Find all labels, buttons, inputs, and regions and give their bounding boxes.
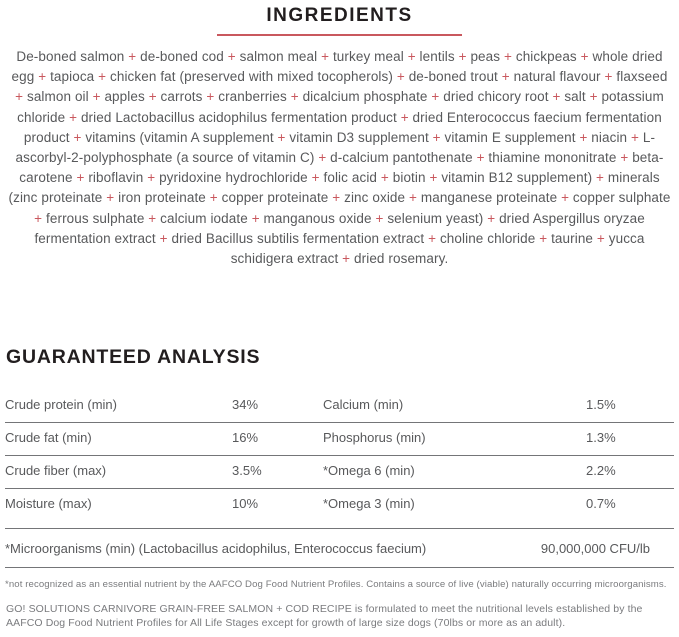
ingredient-item: dried chicory root bbox=[443, 89, 549, 105]
plus-separator: + bbox=[128, 49, 137, 64]
plus-separator: + bbox=[106, 190, 115, 206]
plus-separator: + bbox=[321, 49, 330, 64]
ingredient-item: dried Enterococcus faecium fermentation product bbox=[23, 109, 662, 145]
plus-separator: + bbox=[290, 89, 299, 105]
plus-separator: + bbox=[148, 89, 157, 105]
analysis-label: Calcium (min) bbox=[323, 397, 404, 412]
ingredient-item: L-ascorbyl-2-polyphosphate (a source of vitamin C) bbox=[15, 129, 656, 166]
ingredient-item: minerals (zinc proteinate bbox=[8, 170, 660, 206]
ingredient-item: salmon oil bbox=[26, 89, 89, 105]
ingredient-item: lentils bbox=[419, 49, 455, 64]
ingredients-header bbox=[0, 0, 679, 36]
ingredient-item: yucca schidigera extract bbox=[230, 230, 645, 267]
plus-separator: + bbox=[429, 170, 438, 186]
analysis-label: Crude fiber (max) bbox=[5, 463, 107, 478]
plus-separator: + bbox=[431, 89, 440, 105]
ingredient-item: salmon meal bbox=[239, 49, 318, 64]
plus-separator: + bbox=[206, 89, 215, 105]
plus-separator: + bbox=[318, 150, 327, 166]
ingredient-item: natural flavour bbox=[513, 69, 601, 85]
plus-separator: + bbox=[147, 170, 156, 186]
table-row-microorganisms bbox=[5, 529, 674, 568]
ingredient-item: selenium yeast) bbox=[387, 210, 484, 226]
plus-separator: + bbox=[631, 129, 639, 145]
plus-separator: + bbox=[589, 89, 598, 105]
ingredient-item: dried Bacillus subtilis fermentation extract bbox=[171, 230, 425, 246]
analysis-label: *Omega 3 (min) bbox=[323, 496, 415, 511]
ingredient-item: thiamine mononitrate bbox=[488, 150, 617, 166]
ingredient-item: zinc oxide bbox=[344, 190, 406, 206]
ingredients-section-title: INGREDIENTS bbox=[266, 5, 413, 26]
plus-separator: + bbox=[148, 210, 157, 226]
ingredient-item: vitamin E supplement bbox=[444, 129, 576, 145]
plus-separator: + bbox=[539, 230, 548, 246]
ingredient-item: apples bbox=[104, 89, 145, 105]
microorganisms-label: *Microorganisms (min) (Lactobacillus acidophilus, Enterococcus faecium) bbox=[5, 541, 427, 556]
plus-separator: + bbox=[409, 190, 417, 206]
ingredient-item: salt bbox=[564, 89, 586, 105]
ingredient-item: dried rosemary. bbox=[354, 251, 449, 267]
ingredient-item: dried Lactobacillus acidophilus fermentation product bbox=[80, 109, 397, 125]
ingredient-item: chickpeas bbox=[515, 49, 577, 64]
plus-separator: + bbox=[432, 129, 441, 145]
ingredient-item: turkey meal bbox=[332, 49, 404, 64]
plus-separator: + bbox=[458, 49, 467, 64]
formulation-statement: GO! SOLUTIONS CARNIVORE GRAIN-FREE SALMON + COD RECIPE is formulated to meet the nutritional levels established by the AAFCO Dog Food Nutrient Profiles for All Life Stages except for growth of large size dogs (70lbs or more as an adult). bbox=[6, 603, 643, 629]
ingredients-list bbox=[8, 47, 672, 271]
ingredient-item: flaxseed bbox=[616, 69, 668, 85]
ingredient-item: chicken fat (preserved with mixed tocopherols) bbox=[110, 69, 393, 85]
guaranteed-analysis-title: GUARANTEED ANALYSIS bbox=[6, 346, 261, 368]
analysis-value: 34% bbox=[232, 397, 259, 412]
ingredient-item: pyridoxine hydrochloride bbox=[159, 170, 308, 186]
plus-separator: + bbox=[98, 69, 107, 85]
analysis-value: 0.7% bbox=[586, 496, 616, 511]
ingredient-item: dried Aspergillus oryzae fermentation extract bbox=[34, 210, 645, 246]
ingredient-item: de-boned cod bbox=[140, 49, 224, 64]
ingredient-item: cranberries bbox=[218, 89, 287, 105]
ingredient-item: folic acid bbox=[323, 170, 378, 186]
microorganisms-value: 90,000,000 CFU/lb bbox=[540, 541, 650, 556]
plus-separator: + bbox=[209, 190, 218, 206]
analysis-label: Phosphorus (min) bbox=[323, 430, 426, 445]
ingredient-item: choline chloride bbox=[439, 230, 536, 246]
plus-separator: + bbox=[311, 170, 320, 186]
plus-separator: + bbox=[407, 49, 416, 64]
analysis-value: 2.2% bbox=[586, 463, 616, 478]
ingredient-item: manganese proteinate bbox=[420, 190, 558, 206]
plus-separator: + bbox=[76, 170, 85, 186]
analysis-value: 10% bbox=[232, 496, 259, 511]
plus-separator: + bbox=[380, 170, 389, 186]
analysis-label: *Omega 6 (min) bbox=[323, 463, 415, 478]
plus-separator: + bbox=[332, 190, 341, 206]
ingredient-item: whole dried egg bbox=[11, 49, 663, 85]
plus-separator: + bbox=[34, 210, 43, 226]
analysis-value: 1.3% bbox=[586, 430, 616, 445]
plus-separator: + bbox=[396, 69, 405, 85]
plus-separator: + bbox=[342, 251, 351, 267]
ingredient-item: manganous oxide bbox=[263, 210, 372, 226]
ingredient-item: riboflavin bbox=[88, 170, 144, 186]
plus-separator: + bbox=[38, 69, 47, 85]
ingredient-item: tapioca bbox=[50, 69, 95, 85]
plus-separator: + bbox=[159, 230, 168, 246]
ingredient-item: biotin bbox=[392, 170, 426, 186]
ingredient-item: taurine bbox=[551, 230, 594, 246]
plus-separator: + bbox=[428, 230, 437, 246]
analysis-value: 16% bbox=[232, 430, 259, 445]
plus-separator: + bbox=[501, 69, 510, 85]
plus-separator: + bbox=[596, 170, 605, 186]
plus-separator: + bbox=[579, 129, 588, 145]
analysis-table-row bbox=[5, 390, 674, 423]
ingredient-item: De-boned salmon bbox=[16, 49, 125, 64]
ingredient-item: iron proteinate bbox=[118, 190, 206, 206]
aafco-footnote: *not recognized as an essential nutrient by the AAFCO Dog Food Nutrient Profiles. Contains a source of live (viable) naturally occurring microorganisms. bbox=[5, 579, 667, 590]
analysis-table-row bbox=[5, 456, 674, 489]
plus-separator: + bbox=[596, 230, 605, 246]
guaranteed-analysis-table bbox=[5, 390, 674, 568]
plus-separator: + bbox=[375, 210, 384, 226]
ingredient-item: potassium chloride bbox=[17, 89, 664, 125]
plus-separator: + bbox=[604, 69, 613, 85]
analysis-label: Crude protein (min) bbox=[5, 397, 117, 412]
title-underline-rule bbox=[217, 34, 462, 36]
analysis-label: Moisture (max) bbox=[5, 496, 92, 511]
ingredient-item: ferrous sulphate bbox=[46, 210, 145, 226]
ingredient-item: copper proteinate bbox=[221, 190, 329, 206]
analysis-table-row bbox=[5, 489, 674, 529]
analysis-rows bbox=[5, 390, 674, 529]
plus-separator: + bbox=[227, 49, 236, 64]
ingredient-item: beta-carotene bbox=[19, 150, 664, 186]
plus-separator: + bbox=[620, 150, 629, 166]
analysis-table-row bbox=[5, 423, 674, 456]
ingredient-item: vitamin B12 supplement) bbox=[441, 170, 593, 186]
analysis-value: 1.5% bbox=[586, 397, 616, 412]
plus-separator: + bbox=[580, 49, 589, 64]
ingredient-item: niacin bbox=[591, 129, 628, 145]
plus-separator: + bbox=[69, 109, 78, 125]
ingredient-item: de-boned trout bbox=[408, 69, 498, 85]
plus-separator: + bbox=[561, 190, 570, 206]
plus-separator: + bbox=[251, 210, 260, 226]
ingredient-item: vitamin D3 supplement bbox=[289, 129, 429, 145]
ingredient-item: dicalcium phosphate bbox=[302, 89, 428, 105]
plus-separator: + bbox=[73, 129, 82, 145]
plus-separator: + bbox=[504, 49, 512, 64]
plus-separator: + bbox=[552, 89, 561, 105]
ingredient-item: carrots bbox=[160, 89, 203, 105]
plus-separator: + bbox=[15, 89, 24, 105]
analysis-value: 3.5% bbox=[232, 463, 262, 478]
plus-separator: + bbox=[277, 129, 286, 145]
plus-separator: + bbox=[476, 150, 485, 166]
ingredient-item: calcium iodate bbox=[160, 210, 248, 226]
ingredient-item: copper sulphate bbox=[572, 190, 671, 206]
ingredient-item: vitamins (vitamin A supplement bbox=[85, 129, 274, 145]
ingredient-item: d-calcium pantothenate bbox=[330, 150, 473, 166]
plus-separator: + bbox=[400, 109, 409, 125]
plus-separator: + bbox=[92, 89, 101, 105]
analysis-label: Crude fat (min) bbox=[5, 430, 92, 445]
ingredient-item: peas bbox=[470, 49, 501, 64]
plus-separator: + bbox=[487, 210, 496, 226]
